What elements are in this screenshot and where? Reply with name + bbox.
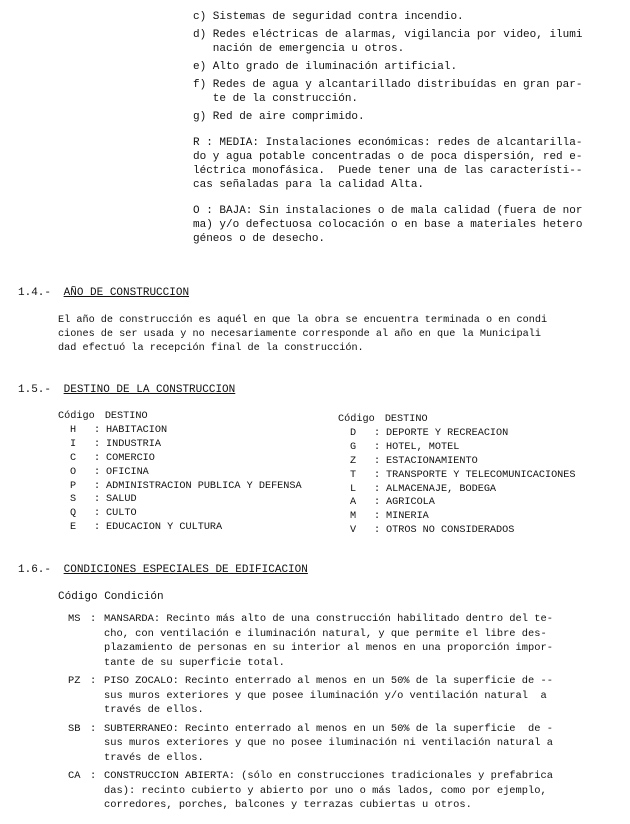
condiciones-list <box>68 612 628 813</box>
section-heading-1-5 <box>18 383 235 397</box>
colon: : <box>93 466 101 478</box>
paragraph-line: cho, con ventilación e iluminación natural, y que permite el libre des- <box>104 627 547 640</box>
destino-code: V <box>349 525 357 537</box>
installations-list <box>193 10 623 124</box>
condicion-code: MS <box>68 613 81 625</box>
destino-name: TRANSPORTE Y TELECOMUNICACIONES <box>386 469 576 481</box>
paragraph-line: corredores, porches, balcones y terrazas cubiertas u otros. <box>104 799 472 811</box>
colon: : <box>373 441 381 453</box>
paragraph-line: El año de construcción es aquél en que la obra se encuentra terminada o en condi <box>58 315 548 326</box>
table-row <box>58 521 348 535</box>
destino-name: DEPORTE Y RECREACION <box>386 427 509 439</box>
list-item-line: te de la construcción. <box>193 93 359 105</box>
destino-code: P <box>69 480 77 492</box>
section-number: 1.4.- <box>18 287 52 299</box>
destino-code: M <box>349 511 357 523</box>
table-row <box>58 493 348 507</box>
paragraph-line: dad efectuó la recepción final de la construcción. <box>58 343 364 354</box>
table-row <box>338 483 628 497</box>
paragraph-line: O : BAJA: Sin instalaciones o de mala calidad (fuera de nor <box>193 205 583 217</box>
paragraph-line: sus muros exteriores y que posee iluminación y/o ventilación natural a <box>104 689 547 702</box>
destino-name: SALUD <box>106 494 137 506</box>
destino-name: CULTO <box>106 508 137 520</box>
colon: : <box>93 424 101 436</box>
table-row <box>338 427 628 441</box>
paragraph-line: R : MEDIA: Instalaciones económicas: redes de alcantarilla- <box>193 137 583 149</box>
list-item-line: e) Alto grado de iluminación artificial. <box>193 61 458 73</box>
section-number: 1.5.- <box>18 384 52 396</box>
table-row <box>338 455 628 469</box>
condicion-item-ca <box>68 769 628 813</box>
condicion-text <box>104 612 553 670</box>
condicion-header <box>58 590 164 604</box>
table-header <box>338 413 628 427</box>
paragraph-line: tante de su superficie total. <box>104 656 285 669</box>
destino-code: G <box>349 441 357 453</box>
list-item-d <box>193 28 623 56</box>
condicion-item-sb <box>68 722 628 766</box>
section-heading-1-6 <box>18 563 308 577</box>
table-row <box>338 510 628 524</box>
list-item-line: d) Redes eléctricas de alarmas, vigilancia por video, ilumi <box>193 29 583 41</box>
section-1-4-body <box>58 314 628 356</box>
paragraph-line: sus muros exteriores y que no posee iluminación ni ventilación natural a <box>104 737 553 749</box>
table-row <box>58 452 348 466</box>
colon: : <box>373 497 381 509</box>
destino-name: OFICINA <box>106 466 149 478</box>
destino-name: ALMACENAJE, BODEGA <box>386 483 497 495</box>
column-header-destino: DESTINO <box>104 411 148 422</box>
paragraph-line: través de ellos. <box>104 704 204 716</box>
paragraph-line: do y agua potable concentradas o de poca dispersión, red e- <box>193 151 583 163</box>
condicion-text <box>104 722 553 766</box>
paragraph-line: PISO ZOCALO: Recinto enterrado al menos en un 50% de la superficie de -- <box>104 675 553 687</box>
destino-code: D <box>349 427 357 439</box>
section-title: DESTINO DE LA CONSTRUCCION <box>63 384 236 396</box>
colon: : <box>90 770 97 782</box>
colon: : <box>373 427 381 439</box>
colon: : <box>93 522 101 534</box>
paragraph-line: CONSTRUCCION ABIERTA: (sólo en construcciones tradicionales y prefabrica <box>104 770 553 782</box>
colon: : <box>93 480 101 492</box>
paragraph-line: das): recinto cubierto y abierto por uno o más lados, como por ejemplo, <box>104 784 547 797</box>
list-item-line: c) Sistemas de seguridad contra incendio. <box>193 11 464 23</box>
column-header-code: Código <box>338 414 375 425</box>
table-row <box>338 524 628 538</box>
table-header <box>58 410 348 424</box>
destino-table-right <box>338 413 628 538</box>
paragraph-line: SUBTERRANEO: Recinto enterrado al menos en un 50% de la superficie de - <box>104 722 553 735</box>
section-title: AÑO DE CONSTRUCCION <box>63 287 190 299</box>
colon: : <box>373 469 381 481</box>
paragraph-line: través de ellos. <box>104 751 204 764</box>
destino-name: OTROS NO CONSIDERADOS <box>386 525 515 537</box>
destino-code: H <box>69 424 77 436</box>
colon: : <box>373 483 381 495</box>
section-title: CONDICIONES ESPECIALES DE EDIFICACION <box>63 564 308 576</box>
destino-code: Q <box>69 508 77 520</box>
destino-code: O <box>69 466 77 478</box>
colon: : <box>90 613 97 625</box>
destino-name: ADMINISTRACION PUBLICA Y DEFENSA <box>106 480 302 492</box>
destino-code: Z <box>349 455 357 467</box>
colon: : <box>373 511 381 523</box>
list-item-line: g) Red de aire comprimido. <box>193 111 365 123</box>
paragraph-line: ma) y/o defectuosa colocación o en base a materiales hetero <box>193 219 583 231</box>
table-row <box>338 469 628 483</box>
quality-baja-paragraph <box>193 204 623 246</box>
destino-name: INDUSTRIA <box>106 438 162 450</box>
destino-code: A <box>349 497 357 509</box>
destino-name: EDUCACION Y CULTURA <box>106 522 223 534</box>
condicion-item-pz <box>68 674 628 718</box>
column-header-destino: DESTINO <box>384 414 428 425</box>
paragraph-line: MANSARDA: Recinto más alto de una construcción habilitado dentro del te- <box>104 613 553 625</box>
destino-code: C <box>69 452 77 464</box>
list-item-line: f) Redes de agua y alcantarillado distribuídas en gran par- <box>193 79 583 91</box>
destino-code: I <box>69 438 77 450</box>
colon: : <box>93 438 101 450</box>
condicion-item-ms <box>68 612 628 670</box>
section-heading-1-4 <box>18 286 189 300</box>
list-item-e <box>193 60 623 74</box>
table-row <box>58 507 348 521</box>
colon: : <box>90 722 97 735</box>
condicion-code: PZ <box>68 675 81 687</box>
colon: : <box>93 494 101 506</box>
list-item-g <box>193 110 623 124</box>
colon: : <box>93 508 101 520</box>
destino-name: COMERCIO <box>106 452 155 464</box>
paragraph-line: léctrica monofásica. Puede tener una de las característi-- <box>193 165 583 177</box>
paragraph-line: ciones de ser usada y no necesariamente corresponde al año en que la Municipali <box>58 329 541 340</box>
destino-name: ESTACIONAMIENTO <box>386 455 478 467</box>
paragraph-line: géneos o de desecho. <box>193 233 326 245</box>
column-header-code: Código <box>58 411 95 422</box>
table-row <box>338 441 628 455</box>
destino-code: T <box>349 469 357 481</box>
table-row <box>338 496 628 510</box>
condicion-text <box>104 769 553 813</box>
table-row <box>58 424 348 438</box>
destino-name: MINERIA <box>386 511 429 523</box>
section-number: 1.6.- <box>18 564 52 576</box>
colon: : <box>373 525 381 537</box>
destino-name: HOTEL, MOTEL <box>386 441 460 453</box>
list-item-f <box>193 78 623 106</box>
destino-code: L <box>349 483 357 495</box>
table-row <box>58 480 348 494</box>
condicion-code: SB <box>68 722 81 735</box>
table-row <box>58 466 348 480</box>
condicion-text <box>104 674 553 718</box>
destino-table-left <box>58 410 348 535</box>
list-item-c <box>193 10 623 24</box>
list-item-line: nación de emergencia u otros. <box>193 43 405 55</box>
table-row <box>58 438 348 452</box>
colon: : <box>373 455 381 467</box>
destino-name: AGRICOLA <box>386 497 435 509</box>
quality-media-paragraph <box>193 136 623 192</box>
paragraph-line: plazamiento de personas en su interior al menos en una proporción impor- <box>104 642 553 654</box>
condicion-code: CA <box>68 770 81 782</box>
destino-code: S <box>69 494 77 506</box>
destino-code: E <box>69 522 77 534</box>
colon: : <box>93 452 101 464</box>
destino-name: HABITACION <box>106 424 168 436</box>
paragraph-line: cas señaladas para la calidad Alta. <box>193 179 425 191</box>
colon: : <box>90 675 97 687</box>
column-header: Código Condición <box>58 591 164 603</box>
